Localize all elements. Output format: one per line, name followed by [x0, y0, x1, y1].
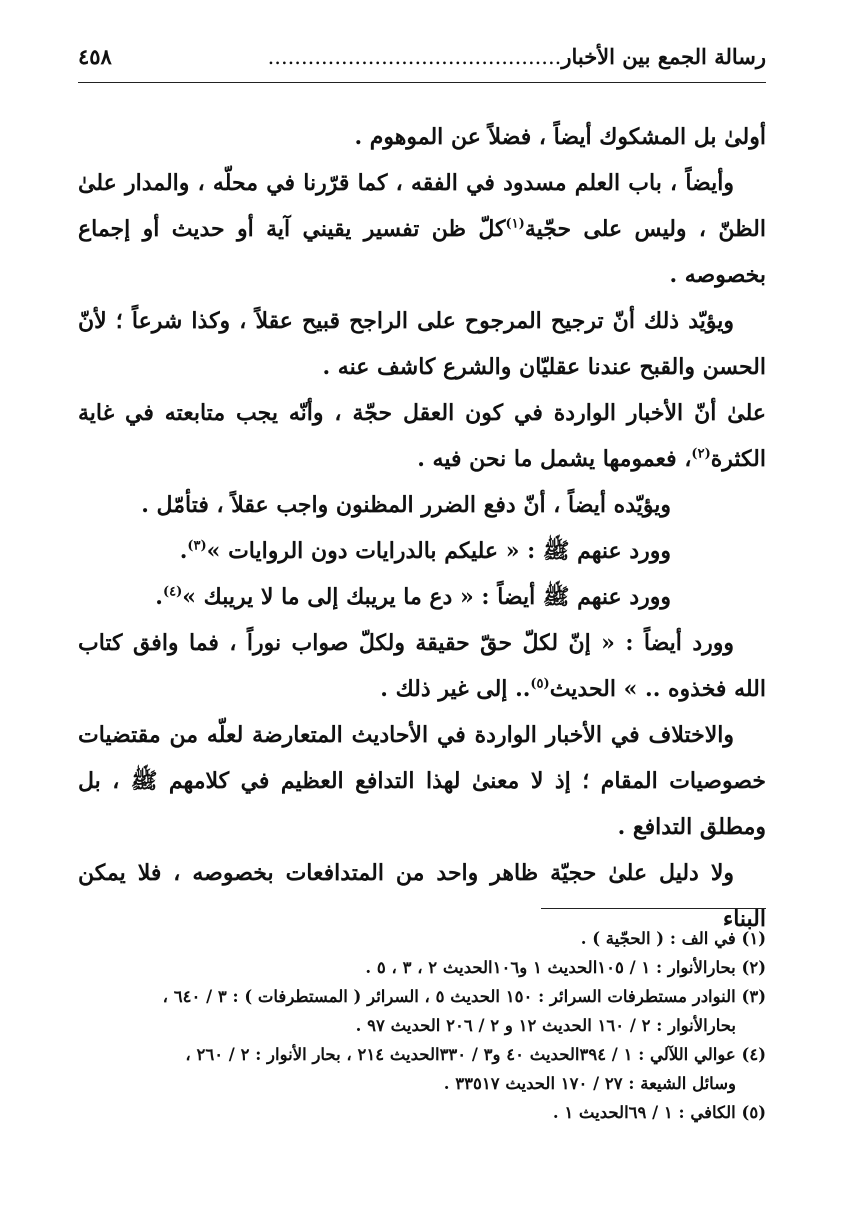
page-header — [78, 36, 766, 76]
footnote-marker: (٢) — [691, 446, 711, 462]
paragraph: وورد أيضاً : « إنّ لكلّ حقّ حقيقة ولكلّ صواب نوراً ، فما وافق كتاب الله فخذوه .. » الحديث$^{(٥)}$.. إلى غير ذلك . — [78, 630, 766, 702]
footnote-continuation: بحارالأنوار : ٢ / ١٦٠ الحديث ١٢ و ٢ / ٢٠٦ الحديث ٩٧ . — [355, 1016, 736, 1035]
footnote: (٤) عوالي اللآلي : ١ / ٣٩٤الحديث ٤٠ و٣ / ٣٣٠الحديث ٢١٤ ، بحار الأنوار : ٢ / ٢٦٠ ، — [185, 1045, 766, 1064]
footnote-continuation: وسائل الشيعة : ٢٧ / ١٧٠ الحديث ٣٣٥١٧ . — [443, 1074, 736, 1093]
header-rule — [78, 82, 766, 83]
footnote: (٣) النوادر مستطرفات السرائر : ١٥٠ الحديث ٥ ، السرائر ( المستطرفات ) : ٣ / ٦٤٠ ، — [162, 987, 766, 1006]
paragraph: أولىٰ بل المشكوك أيضاً ، فضلاً عن الموهوم . — [354, 124, 766, 150]
leader-dots: ............................................ — [267, 44, 562, 69]
paragraph: ويؤيّده أيضاً ، أنّ دفع الضرر المظنون واجب عقلاً ، فتأمّل . — [141, 492, 671, 518]
body-text — [78, 114, 766, 942]
paragraph: وأيضاً ، باب العلم مسدود في الفقه ، كما قرّرنا في محلّه ، والمدار علىٰ الظنّ ، وليس على حجّية$^{(١)}$كلّ ظن تفسير يقيني آية أو حديث أو إجماع بخصوصه . — [78, 170, 766, 288]
footnote-marker: (٤) — [162, 584, 183, 600]
paragraph: ويؤيّد ذلك أنّ ترجيح المرجوح على الراجح قبيح عقلاً ، وكذا شرعاً ؛ لأنّ الحسن والقبح عندنا عقليّان والشرع كاشف عنه . — [78, 308, 766, 380]
running-title — [268, 44, 766, 69]
paragraph: ولا دليل علىٰ حجيّة ظاهر واحد من المتدافعات بخصوصه ، فلا يمكن البناء — [78, 860, 766, 932]
document-page — [78, 36, 766, 1196]
page-number: ٤٥٨ — [78, 43, 112, 69]
footnote-marker: (٣) — [187, 538, 207, 554]
paragraph: علىٰ أنّ الأخبار الواردة في كون العقل حجّة ، وأنّه يجب متابعته في غاية الكثرة$^{(٢)}$، فعمومها يشمل ما نحن فيه . — [78, 400, 766, 472]
paragraph: وورد عنهم ﷺ : « عليكم بالدرايات دون الروايات »$^{(٣)}$. — [179, 538, 671, 564]
footnote-separator — [541, 908, 766, 909]
footnote: (٥) الكافي : ١ / ٦٩الحديث ١ . — [552, 1103, 766, 1122]
footnotes — [78, 924, 766, 1127]
paragraph: والاختلاف في الأخبار الواردة في الأحاديث المتعارضة لعلّه من مقتضيات خصوصيات المقام ؛ إذ لا معنىٰ لهذا التدافع العظيم في كلامهم ﷺ ، بل ومطلق التدافع . — [78, 722, 766, 840]
paragraph: وورد عنهم ﷺ أيضاً : « دع ما يريبك إلى ما لا يريبك »$^{(٤)}$. — [155, 584, 671, 610]
footnote: (١) في الف : ( الحجّية ) . — [580, 929, 766, 948]
running-title-text: رسالة الجمع بين الأخبار — [561, 43, 766, 69]
footnote: (٢) بحارالأنوار : ١ / ١٠٥الحديث ١ و١٠٦الحديث ٢ ، ٣ ، ٥ . — [365, 958, 766, 977]
footnote-marker: (١) — [505, 216, 525, 232]
footnote-marker: (٥) — [530, 676, 550, 692]
